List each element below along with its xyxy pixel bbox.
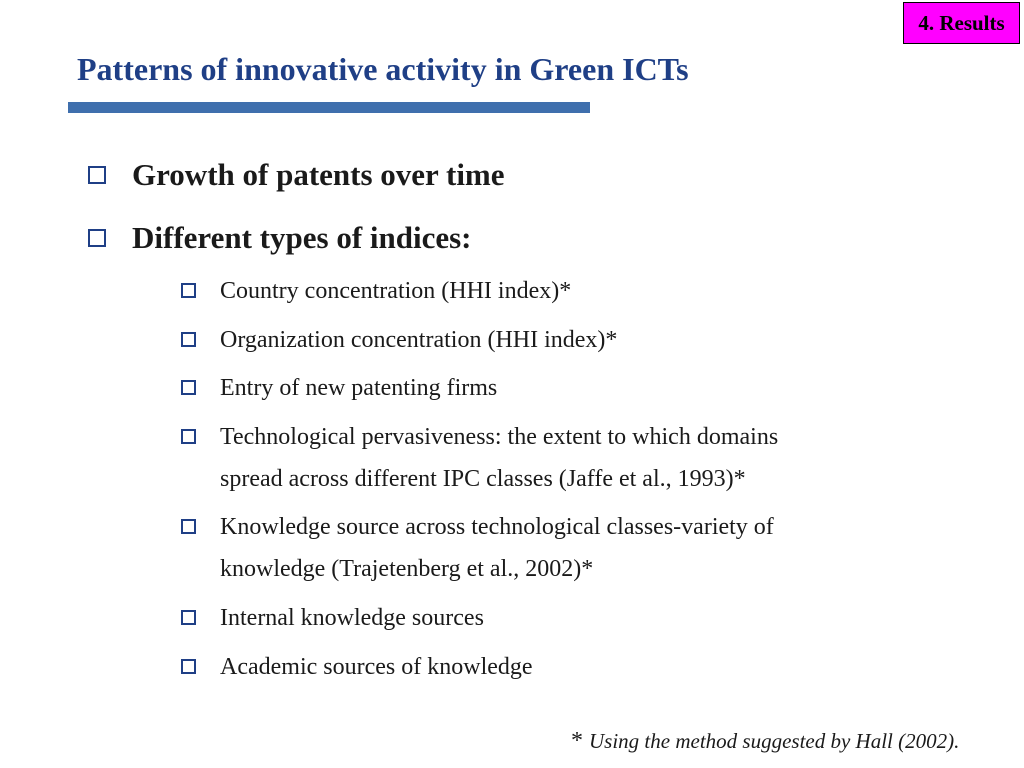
- sub-bullet-line: Organization concentration (HHI index)*: [220, 327, 618, 353]
- title-underline-bar: [68, 102, 590, 113]
- hollow-square-bullet-icon: [181, 332, 196, 347]
- bullet-text: Different types of indices:: [132, 220, 472, 255]
- footnote-text: Using the method suggested by Hall (2002).: [589, 729, 960, 753]
- hollow-square-bullet-icon: [181, 380, 196, 395]
- slide-title: Patterns of innovative activity in Green ICTs: [77, 51, 689, 87]
- sub-bullet-text: [220, 646, 533, 688]
- sub-bullet-line: spread across different IPC classes (Jaffe et al., 1993)*: [220, 466, 746, 492]
- sub-bullet-line: Academic sources of knowledge: [220, 654, 533, 680]
- sub-bullet-text: [220, 319, 617, 361]
- sub-bullet-text: [220, 416, 778, 500]
- hollow-square-bullet-icon: [88, 166, 106, 184]
- sub-bullet-item: [181, 646, 533, 688]
- sub-bullet-item: [181, 597, 484, 639]
- bullet-text: Growth of patents over time: [132, 157, 505, 192]
- sub-bullet-item: [181, 270, 571, 312]
- sub-bullet-line: Internal knowledge sources: [220, 605, 484, 631]
- hollow-square-bullet-icon: [181, 283, 196, 298]
- sub-bullet-line: Technological pervasiveness: the extent to which domains: [220, 424, 779, 450]
- hollow-square-bullet-icon: [88, 229, 106, 247]
- hollow-square-bullet-icon: [181, 429, 196, 444]
- sub-bullet-item: [181, 416, 778, 500]
- hollow-square-bullet-icon: [181, 659, 196, 674]
- sub-bullet-item: [181, 367, 497, 409]
- sub-bullet-text: [220, 597, 484, 639]
- footnote: [571, 728, 959, 755]
- sub-bullet-item: [181, 506, 774, 590]
- sub-bullet-text: [220, 367, 497, 409]
- sub-bullet-line: Country concentration (HHI index)*: [220, 278, 572, 304]
- sub-bullet-line: Entry of new patenting firms: [220, 375, 498, 401]
- sub-bullet-line: Knowledge source across technological classes-variety of: [220, 514, 774, 540]
- hollow-square-bullet-icon: [181, 610, 196, 625]
- sub-bullet-line: knowledge (Trajetenberg et al., 2002)*: [220, 556, 594, 582]
- footnote-marker: *: [571, 728, 583, 754]
- sub-bullet-text: [220, 270, 571, 312]
- bullet-item: [88, 218, 472, 258]
- hollow-square-bullet-icon: [181, 519, 196, 534]
- sub-bullet-text: [220, 506, 774, 590]
- sub-bullet-item: [181, 319, 617, 361]
- bullet-item: [88, 155, 505, 195]
- section-badge: 4. Results: [903, 2, 1020, 44]
